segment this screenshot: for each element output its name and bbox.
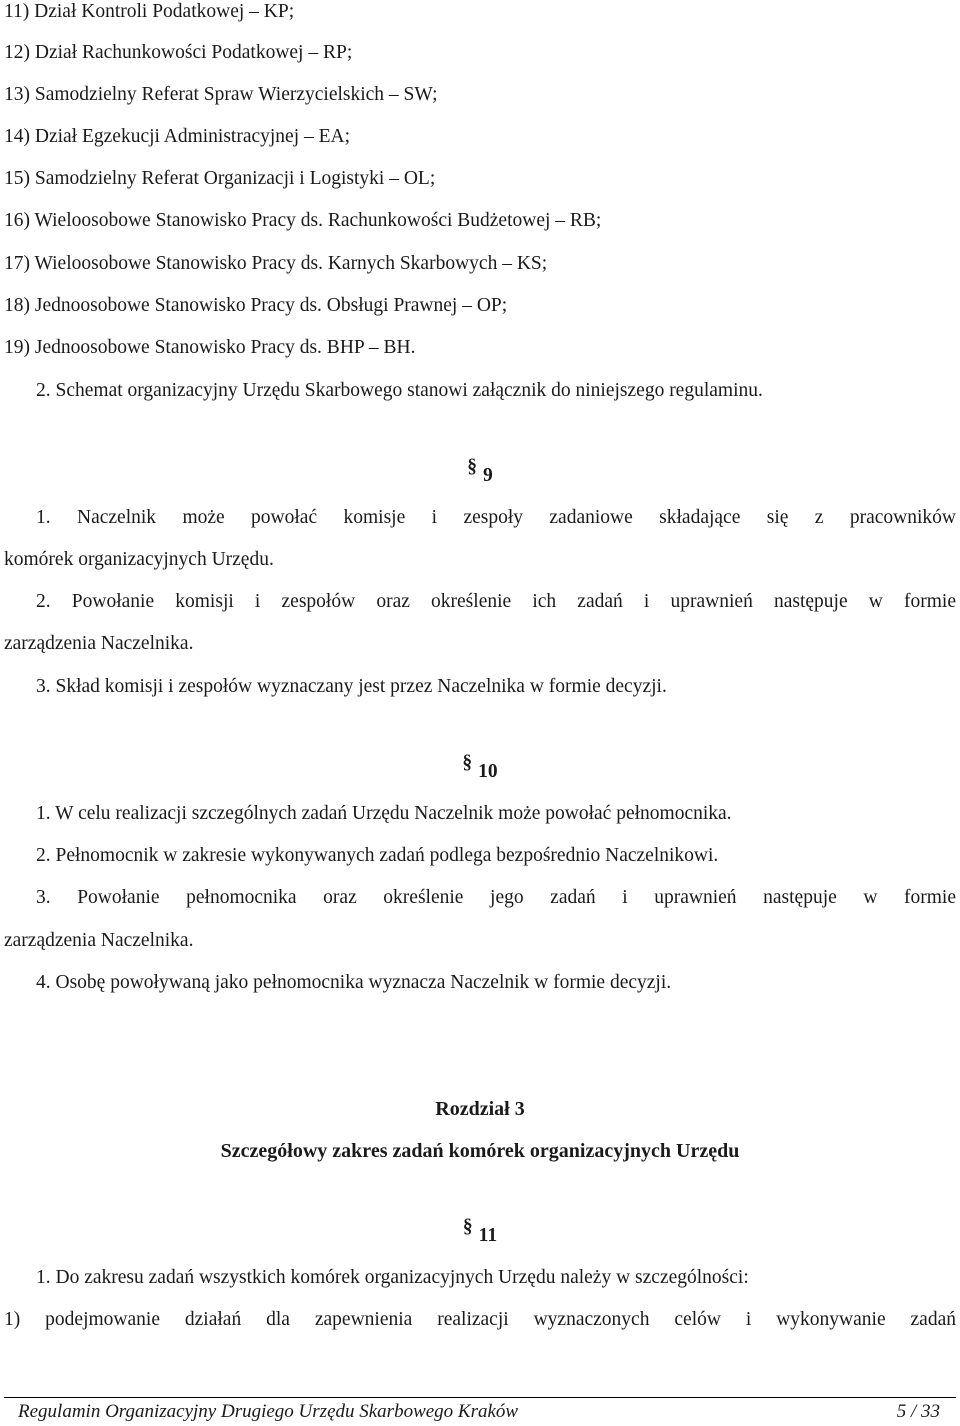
s10-line-1: 1. W celu realizacji szczególnych zadań Urzędu Naczelnik może powołać pełnomocnika. [36, 803, 732, 824]
list-item: 16) Wieloosobowe Stanowisko Pracy ds. Rachunkowości Budżetowej – RB; [4, 210, 602, 231]
footer-rule [4, 1397, 956, 1398]
s10-line-2: 2. Pełnomocnik w zakresie wykonywanych zadań podlega bezpośrednio Naczelnikowi. [36, 845, 719, 866]
s11-line-1: 1. Do zakresu zadań wszystkich komórek organizacyjnych Urzędu należy w szczególności: [36, 1267, 749, 1288]
page-number: 5 / 33 [896, 1401, 940, 1422]
footer-title: Regulamin Organizacyjny Drugiego Urzędu Skarbowego Kraków [18, 1401, 519, 1422]
list-item: 13) Samodzielny Referat Spraw Wierzycielskich – SW; [4, 84, 438, 105]
section-heading-9 [0, 456, 960, 488]
section-number: 10 [478, 761, 498, 782]
s9-line-3: 2. Powołanie komisji i zespołów oraz określenie ich zadań i uprawnień następuje w formie [36, 591, 956, 612]
section-number: 9 [483, 465, 493, 486]
list-item: 12) Dział Rachunkowości Podatkowej – RP; [4, 42, 353, 63]
list-item: 14) Dział Egzekucji Administracyjnej – EA; [4, 126, 351, 147]
s9-line-4: zarządzenia Naczelnika. [4, 633, 194, 654]
chapter-title: Rozdział 3 [435, 1098, 525, 1120]
list-item: 19) Jednoosobowe Stanowisko Pracy ds. BHP – BH. [4, 337, 416, 358]
section-symbol: § [467, 456, 477, 477]
section-heading-11 [0, 1216, 960, 1248]
paragraph-8-item-2: 2. Schemat organizacyjny Urzędu Skarbowego stanowi załącznik do niniejszego regulaminu. [36, 380, 763, 401]
s9-line-1: 1. Naczelnik może powołać komisje i zespoły zadaniowe składające się z pracowników [36, 507, 956, 528]
page-footer [18, 1400, 940, 1424]
s10-line-3: 3. Powołanie pełnomocnika oraz określenie jego zadań i uprawnień następuje w formie [36, 887, 956, 908]
list-item: 18) Jednoosobowe Stanowisko Pracy ds. Obsługi Prawnej – OP; [4, 295, 508, 316]
chapter-subtitle: Szczegółowy zakres zadań komórek organizacyjnych Urzędu [220, 1140, 740, 1162]
section-symbol: § [462, 1216, 473, 1237]
s9-line-2: komórek organizacyjnych Urzędu. [4, 549, 274, 570]
s11-line-2: 1) podejmowanie działań dla zapewnienia realizacji wyznaczonych celów i wykonywanie zadań [4, 1309, 956, 1330]
list-item: 11) Dział Kontroli Podatkowej – KP; [4, 1, 295, 22]
list-item: 17) Wieloosobowe Stanowisko Pracy ds. Karnych Skarbowych – KS; [4, 253, 548, 274]
s10-line-4: zarządzenia Naczelnika. [4, 930, 194, 951]
section-number: 11 [478, 1225, 498, 1246]
section-symbol: § [462, 752, 473, 773]
list-item: 15) Samodzielny Referat Organizacji i Logistyki – OL; [4, 168, 436, 189]
section-heading-10 [0, 752, 960, 784]
s10-line-5: 4. Osobę powoływaną jako pełnomocnika wyznacza Naczelnik w formie decyzji. [36, 972, 672, 993]
s9-line-5: 3. Skład komisji i zespołów wyznaczany jest przez Naczelnika w formie decyzji. [36, 676, 667, 697]
